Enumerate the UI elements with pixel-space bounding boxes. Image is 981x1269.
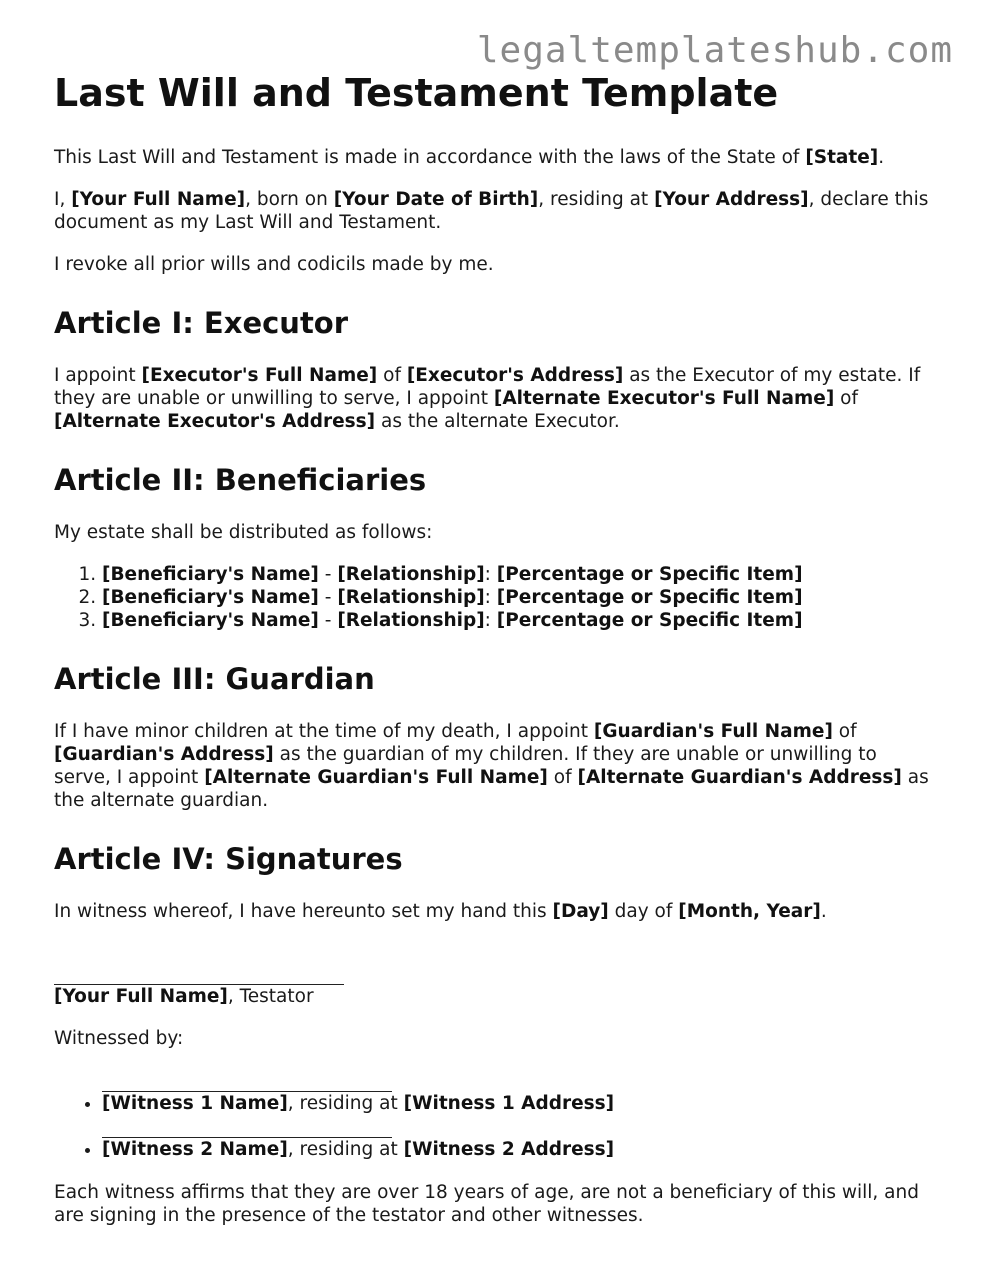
closing-paragraph: Each witness affirms that they are over 18 years of age, are not a beneficiary of this will, and are signing in the presence of the testator and other witnesses.	[54, 1182, 919, 1226]
text: of	[832, 721, 857, 742]
text: I,	[54, 189, 72, 210]
text: If I have minor children at the time of my death, I appoint	[54, 721, 594, 742]
intro-paragraph-declaration	[54, 188, 934, 234]
placeholder-alt-executor-name: [Alternate Executor's Full Name]	[493, 388, 835, 409]
article-1-heading: Article I: Executor	[54, 306, 349, 340]
witness-item	[102, 1115, 934, 1161]
beneficiary-relationship: [Relationship]	[337, 564, 485, 585]
text: I appoint	[54, 365, 142, 386]
beneficiary-relationship: [Relationship]	[337, 587, 485, 608]
witness-name: [Witness 2 Name]	[102, 1139, 288, 1160]
placeholder-guardian-address: [Guardian's Address]	[54, 744, 274, 765]
article-4-heading: Article IV: Signatures	[54, 842, 403, 876]
placeholder-alt-guardian-address: [Alternate Guardian's Address]	[577, 767, 902, 788]
text: -	[318, 564, 338, 585]
witness-signature-line	[102, 1115, 392, 1138]
text: :	[484, 610, 497, 631]
text: This Last Will and Testament is made in accordance with the laws of the State of	[54, 147, 806, 168]
article-3-paragraph	[54, 720, 934, 812]
witness-address: [Witness 2 Address]	[403, 1139, 615, 1160]
placeholder-address: [Your Address]	[654, 189, 809, 210]
text: :	[484, 564, 497, 585]
testator-role: , Testator	[227, 986, 314, 1007]
text: In witness whereof, I have hereunto set my hand this	[54, 901, 553, 922]
beneficiary-name: [Beneficiary's Name]	[102, 587, 319, 608]
text: .	[820, 901, 827, 922]
testator-signature-block	[54, 962, 934, 1008]
page-title: Last Will and Testament Template	[54, 71, 779, 115]
placeholder-alt-guardian-name: [Alternate Guardian's Full Name]	[204, 767, 548, 788]
witness-item	[102, 1069, 934, 1115]
beneficiary-share: [Percentage or Specific Item]	[496, 610, 803, 631]
text: of	[834, 388, 859, 409]
text: -	[318, 610, 338, 631]
text: of	[547, 767, 578, 788]
text: -	[318, 587, 338, 608]
text: , residing at	[538, 189, 655, 210]
text: as the alternate guardian.	[54, 767, 929, 811]
text: , residing at	[287, 1093, 404, 1114]
placeholder-alt-executor-address: [Alternate Executor's Address]	[54, 411, 376, 432]
beneficiary-item	[102, 563, 934, 586]
article-1-paragraph	[54, 364, 934, 433]
placeholder-day: [Day]	[552, 901, 609, 922]
beneficiary-share: [Percentage or Specific Item]	[496, 587, 803, 608]
witness-signature-line	[102, 1069, 392, 1092]
placeholder-date-of-birth: [Your Date of Birth]	[333, 189, 539, 210]
witnessed-by-label: Witnessed by:	[54, 1028, 184, 1049]
beneficiary-list	[54, 563, 934, 632]
beneficiary-relationship: [Relationship]	[337, 610, 485, 631]
text: as the guardian of my children. If they are unable or unwilling to serve, I appoint	[54, 744, 877, 788]
placeholder-month-year: [Month, Year]	[678, 901, 821, 922]
testator-name: [Your Full Name]	[54, 986, 228, 1007]
witness-name: [Witness 1 Name]	[102, 1093, 288, 1114]
intro-paragraph-state	[54, 146, 934, 169]
document-body	[54, 70, 934, 1246]
text: , declare this document as my Last Will and Testament.	[54, 189, 929, 233]
placeholder-executor-name: [Executor's Full Name]	[141, 365, 378, 386]
text: .	[878, 147, 885, 168]
text: , residing at	[287, 1139, 404, 1160]
watermark: legaltemplateshub.com	[476, 30, 953, 71]
article-3-heading: Article III: Guardian	[54, 662, 375, 696]
beneficiary-name: [Beneficiary's Name]	[102, 610, 319, 631]
article-4-paragraph	[54, 900, 934, 923]
beneficiary-item	[102, 586, 934, 609]
witness-list	[54, 1069, 934, 1161]
article-2-intro: My estate shall be distributed as follows:	[54, 522, 433, 543]
witness-address: [Witness 1 Address]	[403, 1093, 615, 1114]
placeholder-guardian-name: [Guardian's Full Name]	[593, 721, 833, 742]
text: :	[484, 587, 497, 608]
text: of	[377, 365, 407, 386]
beneficiary-name: [Beneficiary's Name]	[102, 564, 319, 585]
text: , born on	[245, 189, 334, 210]
text: as the alternate Executor.	[375, 411, 620, 432]
beneficiary-share: [Percentage or Specific Item]	[496, 564, 803, 585]
placeholder-full-name: [Your Full Name]	[71, 189, 246, 210]
text: as the Executor of my estate. If they are unable or unwilling to serve, I appoint	[54, 365, 921, 409]
testator-signature-line	[54, 962, 344, 985]
placeholder-state: [State]	[805, 147, 879, 168]
article-2-heading: Article II: Beneficiaries	[54, 463, 427, 497]
intro-paragraph-revoke: I revoke all prior wills and codicils made by me.	[54, 254, 494, 275]
text: day of	[608, 901, 679, 922]
beneficiary-item	[102, 609, 934, 632]
placeholder-executor-address: [Executor's Address]	[406, 365, 624, 386]
